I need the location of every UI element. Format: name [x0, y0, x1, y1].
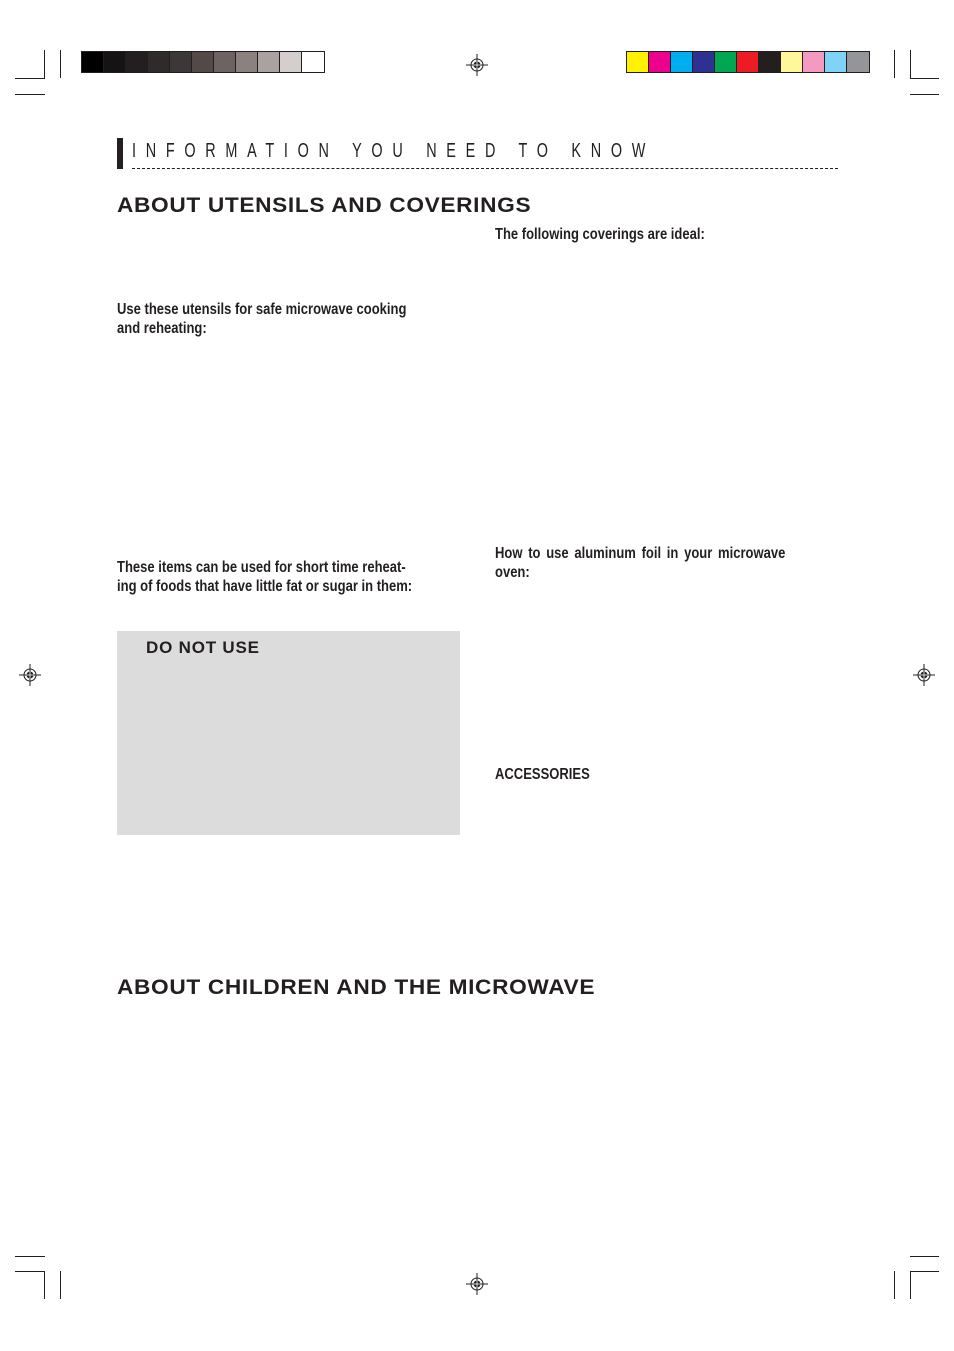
color-swatch-9 [803, 52, 825, 72]
registration-mark-right-icon [913, 664, 935, 686]
accessories-label: ACCESSORIES [495, 766, 590, 783]
gray-swatch-1 [82, 52, 104, 72]
crop-mark-bottom-right-v2 [894, 1271, 895, 1299]
color-swatch-3 [671, 52, 693, 72]
crop-mark-top-left-h [15, 78, 45, 79]
gray-swatch-8 [236, 52, 258, 72]
crop-mark-bottom-right-v [910, 1271, 911, 1299]
crop-mark-bottom-left-v2 [60, 1271, 61, 1299]
color-swatch-11 [847, 52, 869, 72]
grayscale-calibration-strip [81, 51, 325, 73]
aluminum-foil-intro-line2: oven: [495, 564, 530, 581]
gray-swatch-9 [258, 52, 280, 72]
color-swatch-5 [715, 52, 737, 72]
crop-mark-top-left-v2 [60, 50, 61, 78]
crop-mark-top-right-v [910, 50, 911, 78]
color-swatch-4 [693, 52, 715, 72]
safe-utensils-intro-line1: Use these utensils for safe microwave cooking [117, 301, 407, 318]
crop-mark-top-left-h2 [15, 94, 45, 95]
color-swatch-2 [649, 52, 671, 72]
color-swatch-6 [737, 52, 759, 72]
aluminum-foil-intro [495, 544, 839, 582]
do-not-use-box [117, 631, 460, 835]
short-time-intro-line2: ing of foods that have little fat or sugar in them: [117, 578, 413, 595]
gray-swatch-10 [280, 52, 302, 72]
crop-mark-top-right-h2 [910, 94, 939, 95]
color-swatch-8 [781, 52, 803, 72]
crop-mark-top-right-v2 [894, 50, 895, 78]
registration-mark-left-icon [19, 664, 41, 686]
short-time-intro-line1: These items can be used for short time reheat- [117, 559, 406, 576]
safe-utensils-intro-line2: and reheating: [117, 320, 207, 337]
safe-utensils-intro [117, 300, 461, 338]
aluminum-foil-intro-line1: How to use aluminum foil in your microwave [495, 545, 786, 562]
color-swatch-7 [759, 52, 781, 72]
section-dashed-rule [132, 168, 838, 169]
crop-mark-bottom-right-h [910, 1256, 939, 1257]
gray-swatch-7 [214, 52, 236, 72]
registration-mark-top-icon [466, 54, 488, 76]
short-time-intro [117, 558, 461, 596]
crop-mark-bottom-right-h2 [910, 1271, 939, 1272]
section-title: INFORMATION YOU NEED TO KNOW [132, 140, 656, 162]
gray-swatch-5 [170, 52, 192, 72]
section-marker-bar [117, 138, 123, 169]
crop-mark-top-right-h [910, 78, 939, 79]
color-calibration-strip [626, 51, 870, 73]
utensils-heading: ABOUT UTENSILS AND COVERINGS [117, 194, 532, 217]
color-swatch-10 [825, 52, 847, 72]
color-swatch-1 [627, 52, 649, 72]
crop-mark-bottom-left-h [15, 1256, 45, 1257]
gray-swatch-11 [302, 52, 324, 72]
coverings-intro: The following coverings are ideal: [495, 226, 705, 243]
gray-swatch-2 [104, 52, 126, 72]
do-not-use-title: DO NOT USE [146, 638, 260, 657]
crop-mark-bottom-left-h2 [15, 1271, 45, 1272]
crop-mark-bottom-left-v [44, 1271, 45, 1299]
gray-swatch-3 [126, 52, 148, 72]
gray-swatch-6 [192, 52, 214, 72]
registration-mark-bottom-icon [466, 1273, 488, 1295]
gray-swatch-4 [148, 52, 170, 72]
children-heading: ABOUT CHILDREN AND THE MICROWAVE [117, 976, 596, 999]
crop-mark-top-left-v [44, 50, 45, 78]
